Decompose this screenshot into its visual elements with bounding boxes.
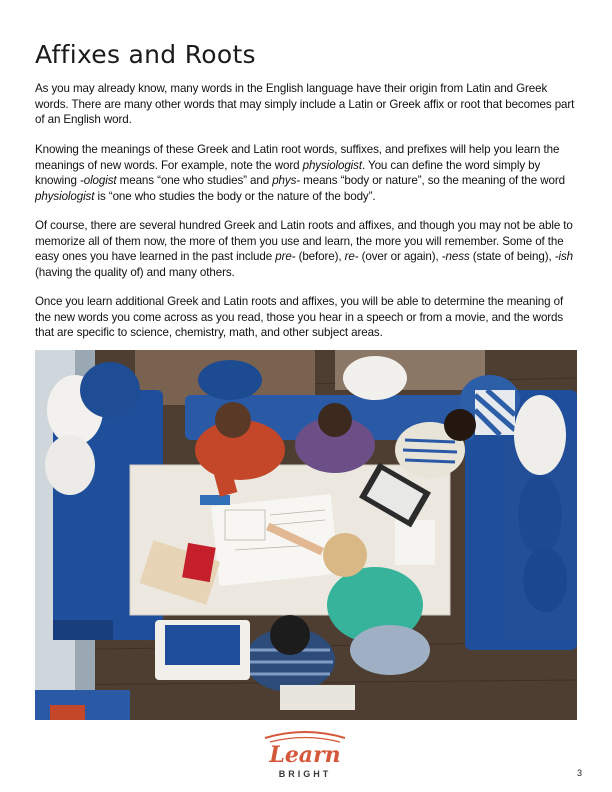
paragraph-4 — [35, 294, 577, 341]
text-segment: is “one who studies the body or the nature of the body”. — [94, 189, 376, 203]
text-segment: Of course, there are several hundred Greek and Latin roots and affixes, and though you may not be able to memorize all of them now, the more of them you use and learn, the more you will remember. Some of the easy ones you have learned in the past include — [35, 219, 573, 263]
text-segment: means “body or nature”, so the meaning of the word — [300, 174, 565, 187]
italic-term: -ologist — [79, 174, 117, 187]
students-studying-photo — [35, 350, 577, 720]
paragraph-2 — [35, 142, 577, 204]
page-number: 3 — [576, 768, 582, 778]
text-segment: . You can define the word simply by knowing — [35, 158, 541, 187]
learn-bright-logo — [255, 728, 355, 782]
text-segment: Once you learn additional Greek and Latin roots and affixes, you will be able to determine the meaning of the new words you come across as you read, those you hear in a speech or from a movie, and the words that are specific to science, chemistry, math, and other subject areas. — [35, 295, 564, 339]
italic-term: pre- — [275, 250, 296, 263]
italic-term: physiologist — [302, 158, 362, 172]
text-segment: means “one who studies” and — [116, 174, 273, 187]
learn-bright-logo-mark — [255, 728, 355, 782]
text-segment: (over or again), — [358, 250, 442, 263]
paragraph-1 — [35, 81, 577, 128]
italic-term: -ish — [554, 250, 574, 263]
text-segment: Knowing the meanings of these Greek and Latin root words, suffixes, and prefixes will help you learn the meanings of new words. For example, note the word — [35, 143, 560, 172]
text-segment: (having the quality of) and many others. — [35, 265, 235, 279]
italic-term: phys- — [272, 174, 301, 187]
page-title: Affixes and Roots — [35, 40, 256, 69]
photo-illustration — [35, 350, 577, 720]
italic-term: re- — [344, 250, 359, 263]
text-segment: As you may already know, many words in the English language have their origin from Latin and Greek words. There are many other words that may simply include a Latin or Greek affix or root that becomes part of an English word. — [35, 82, 575, 126]
paragraph-3 — [35, 218, 577, 280]
text-segment: (before), — [295, 250, 345, 263]
text-segment: (state of being), — [469, 250, 555, 263]
italic-term: -ness — [441, 250, 470, 263]
logo-word: Learn — [269, 742, 341, 768]
italic-term: physiologist — [35, 189, 95, 203]
logo-subword: BRIGHT — [278, 769, 332, 779]
